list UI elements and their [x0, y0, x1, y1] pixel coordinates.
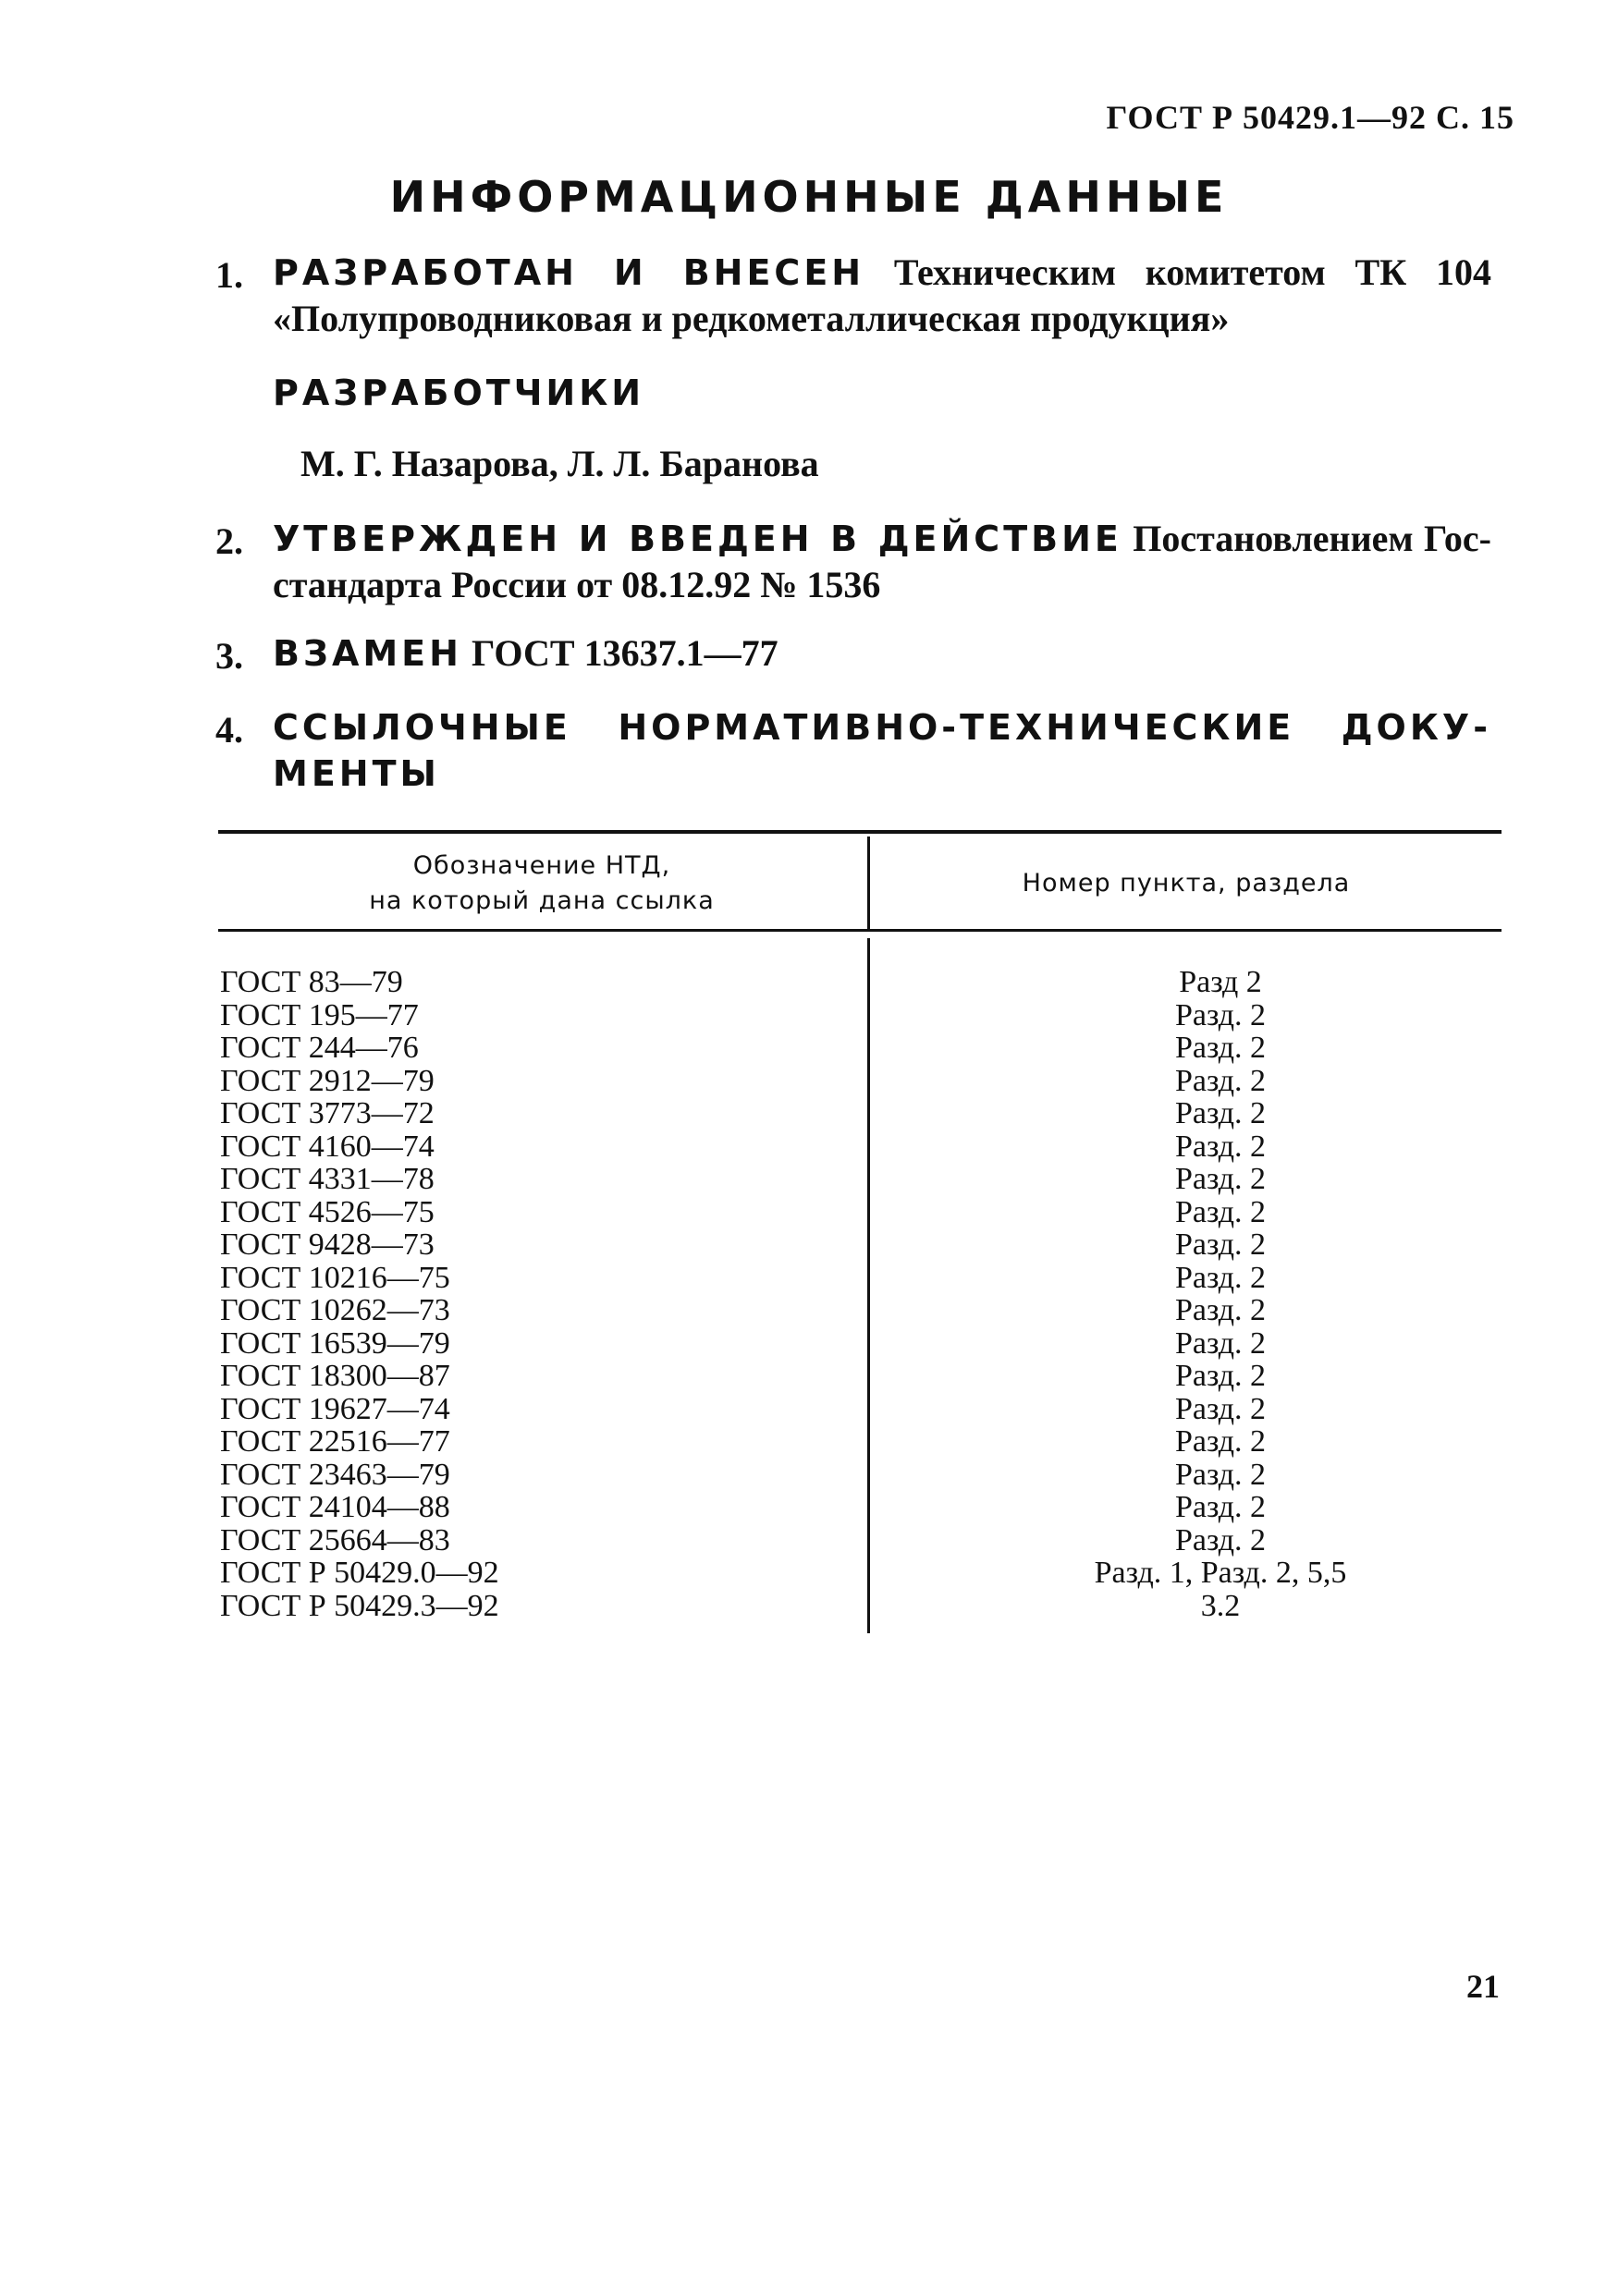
- section-3-rest: ГОСТ 13637.1—77: [471, 632, 778, 674]
- table-cell: ГОСТ 19627—74: [220, 1391, 450, 1426]
- section-3: [273, 630, 1491, 677]
- page-number: 21: [1466, 1968, 1500, 2005]
- table-col-2: [1008, 966, 1433, 1622]
- table-cell: Разд. 2: [1174, 1194, 1267, 1229]
- table-cell: ГОСТ 4526—75: [220, 1194, 435, 1229]
- table-cell: ГОСТ 16539—79: [220, 1325, 450, 1361]
- table-cell: ГОСТ 195—77: [220, 997, 419, 1032]
- section-1-line-1: [273, 250, 1491, 296]
- table-cell: ГОСТ 24104—88: [220, 1490, 450, 1524]
- section-1: [273, 250, 1491, 342]
- section-1-line-2: «Полупроводниковая и редкометаллическая продукция»: [273, 298, 1230, 339]
- page-title: ИНФОРМАЦИОННЫЕ ДАННЫЕ: [389, 172, 1229, 222]
- section-2-caps: УТВЕРЖДЕН И ВВЕДЕН В ДЕЙСТВИЕ: [273, 519, 1122, 559]
- table-column-divider: [867, 938, 870, 1633]
- table-header-col-1-line-1: Обозначение НТД,: [412, 851, 671, 880]
- table-cell: 3.2: [1200, 1588, 1241, 1623]
- table-cell: ГОСТ 4160—74: [220, 1129, 435, 1164]
- table-header-rule: [218, 929, 1502, 932]
- developers-label: РАЗРАБОТЧИКИ: [273, 372, 645, 413]
- developers-names: М. Г. Назарова, Л. Л. Баранова: [300, 443, 819, 484]
- table-cell: ГОСТ Р 50429.0—92: [220, 1556, 499, 1590]
- section-2-line-2: стандарта России от 08.12.92 № 1536: [273, 564, 881, 605]
- section-4-line-2: МЕНТЫ: [273, 753, 440, 794]
- table-cell: ГОСТ 2912—79: [220, 1063, 435, 1098]
- table-cell: ГОСТ 22516—77: [220, 1424, 450, 1459]
- table-cell: Разд. 2: [1174, 1162, 1267, 1196]
- table-cell: Разд 2: [1179, 965, 1262, 999]
- table-cell: ГОСТ 3773—72: [220, 1096, 435, 1130]
- section-2-number: 2.: [215, 520, 243, 562]
- table-cell: Разд. 1, Разд. 2, 5,5: [1094, 1556, 1347, 1590]
- table-cell: ГОСТ 244—76: [220, 1031, 419, 1065]
- table-cell: Разд. 2: [1174, 1031, 1267, 1065]
- table-cell: ГОСТ 25664—83: [220, 1522, 450, 1557]
- section-1-number: 1.: [215, 254, 243, 296]
- section-1-caps: РАЗРАБОТАН И ВНЕСЕН: [273, 252, 865, 293]
- running-head: ГОСТ Р 50429.1—92 С. 15: [1106, 99, 1514, 136]
- table-header-col-2: Номер пункта, раздела: [1022, 869, 1351, 898]
- section-4-line-1: ССЫЛОЧНЫЕ НОРМАТИВНО-ТЕХНИЧЕСКИЕ ДОКУ-: [273, 707, 1491, 748]
- table-cell: Разд. 2: [1174, 1096, 1267, 1130]
- table-header-col-1-line-2: на который дана ссылка: [369, 886, 715, 915]
- table-cell: Разд. 2: [1174, 1457, 1267, 1492]
- table-cell: ГОСТ 9428—73: [220, 1227, 435, 1262]
- table-cell: Разд. 2: [1174, 1359, 1267, 1393]
- table-cell: Разд. 2: [1174, 1490, 1267, 1524]
- table-cell: Разд. 2: [1174, 1325, 1267, 1361]
- section-2: [273, 516, 1491, 608]
- table-header-divider: [867, 837, 870, 929]
- table-header-col-1: [218, 849, 865, 919]
- table-cell: Разд. 2: [1174, 1129, 1267, 1164]
- table-cell: ГОСТ 10216—75: [220, 1260, 450, 1295]
- table-cell: ГОСТ Р 50429.3—92: [220, 1588, 499, 1623]
- table-cell: ГОСТ 4331—78: [220, 1162, 435, 1196]
- table-cell: Разд. 2: [1174, 1391, 1267, 1426]
- table-cell: Разд. 2: [1174, 1260, 1267, 1295]
- table-cell: Разд. 2: [1174, 1293, 1267, 1327]
- section-1-line-1-rest: Техническим комитетом ТК 104: [893, 251, 1491, 293]
- table-cell: Разд. 2: [1174, 1063, 1267, 1098]
- table-cell: ГОСТ 83—79: [220, 965, 403, 999]
- table-cell: Разд. 2: [1174, 997, 1267, 1032]
- table-col-1: [220, 966, 499, 1622]
- table-cell: ГОСТ 18300—87: [220, 1359, 450, 1393]
- table-cell: Разд. 2: [1174, 1522, 1267, 1557]
- table-top-rule: [218, 830, 1502, 834]
- table-cell: ГОСТ 23463—79: [220, 1457, 450, 1492]
- section-4-number: 4.: [215, 709, 243, 751]
- table-cell: ГОСТ 10262—73: [220, 1293, 450, 1327]
- section-2-line-1: [273, 516, 1491, 562]
- section-3-number: 3.: [215, 635, 243, 677]
- section-2-line-1-rest: Постановлением Гос-: [1133, 518, 1491, 559]
- section-3-caps: ВЗАМЕН: [273, 633, 462, 674]
- section-4: [273, 704, 1491, 797]
- table-cell: Разд. 2: [1174, 1227, 1267, 1262]
- table-cell: Разд. 2: [1174, 1424, 1267, 1459]
